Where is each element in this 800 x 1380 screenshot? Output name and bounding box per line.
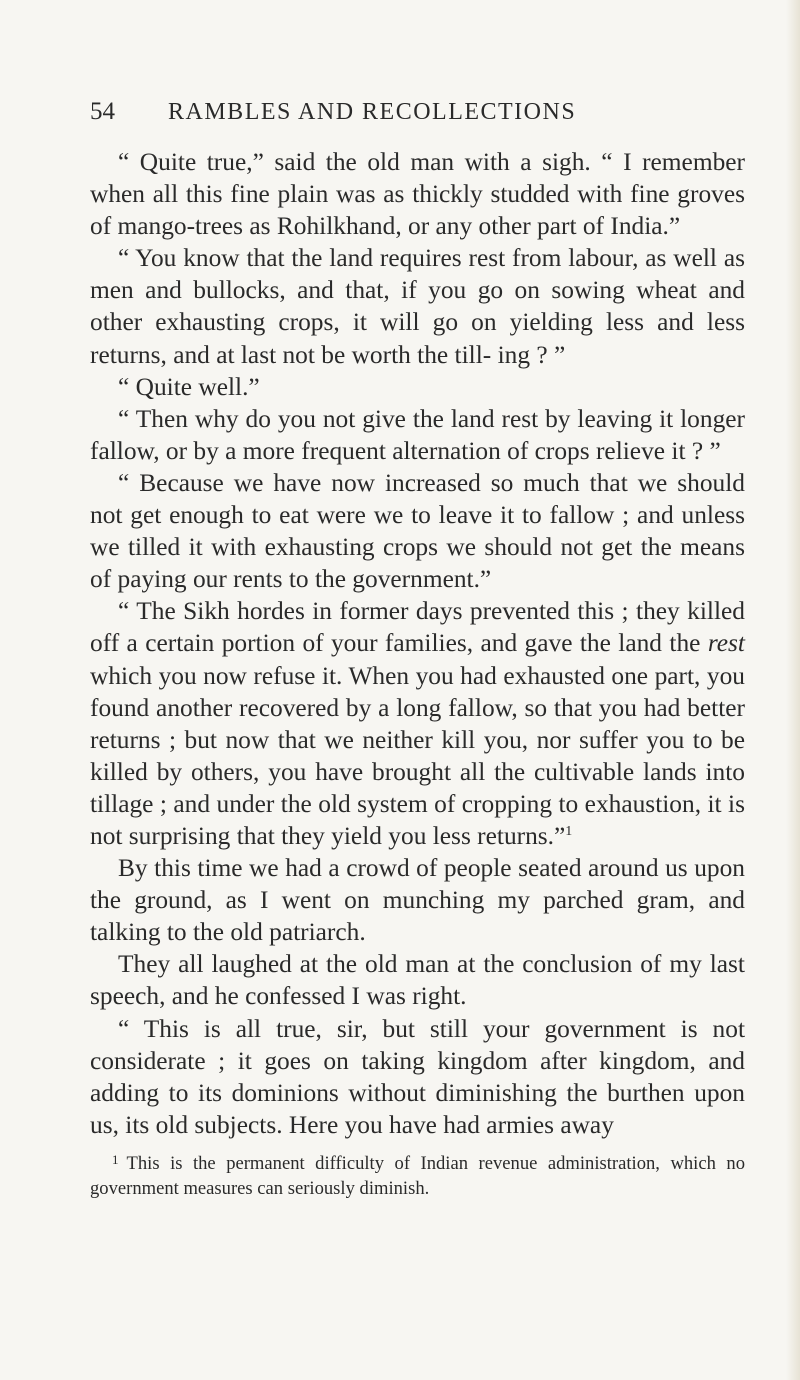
paragraph-quite-well: “ Quite well.” (118, 372, 260, 401)
paragraph-laughed: They all laughed at the old man at the conclusion of my last speech, and he confessed I was right. (90, 950, 745, 1011)
sikh-text-part-1: “ The Sikh hordes in former days prevented this ; they killed off a certain portion of your families, and gave the land the (90, 597, 745, 658)
running-head (90, 98, 745, 146)
page-number: 54 (90, 98, 115, 125)
italic-rest: rest (707, 629, 745, 658)
footnote-text: This is the permanent difficulty of Indian revenue administration, which no government measures can seriously diminish. (90, 1152, 745, 1199)
book-page (90, 98, 745, 1201)
page-edge-shadow (786, 0, 800, 1380)
paragraph-government: “ This is all true, sir, but still your government is not considerate ; it goes on taking kingdom after kingdom, and adding to its dominions without diminishing the burthen upon us, its old subjects. Here you have had armies away (90, 1014, 745, 1139)
paragraph-land-rest: “ You know that the land requires rest from labour, as well as men and bullocks, and that, if you go on sowing wheat and other exhausting crops, it will go on yielding less and less returns, and at last not be worth the till- ing ? ” (90, 244, 745, 369)
paragraph-crowd: By this time we had a crowd of people seated around us upon the ground, as I went on munching my parched gram, and talking to the old patriarch. (90, 854, 745, 947)
paragraph-quite-true: “ Quite true,” said the old man with a sigh. “ I remember when all this fine plain was as thickly studded with fine groves of mango-trees as Rohilkhand, or any other part of India.” (90, 148, 745, 241)
footnote-reference: 1 (565, 823, 573, 839)
sikh-text-part-2: which you now refuse it. When you had exhausted one part, you found another recovered by a long fallow, so that you had better returns ; but now that we neither kill you, nor suffer you to be killed by others, you have brought all the cultivable lands into tillage ; and under the old system of cropping to exhaustion, it is not surprising that they yield you less returns.” (90, 661, 745, 850)
footnote-marker: 1 (112, 1151, 119, 1167)
footnote (90, 1147, 745, 1201)
paragraph-fallow-question: “ Then why do you not give the land rest by leaving it longer fallow, or by a more frequent alternation of crops relieve it ? ” (90, 404, 745, 465)
running-title: RAMBLES AND RECOLLECTIONS (168, 99, 577, 125)
paragraph-sikh-hordes (90, 595, 745, 852)
paragraph-because: “ Because we have now increased so much that we should not get enough to eat were we to leave it to fallow ; and unless we tilled it with exhausting crops we should not get the means of paying our rents to the government.” (90, 468, 745, 594)
body-text (90, 146, 745, 1141)
